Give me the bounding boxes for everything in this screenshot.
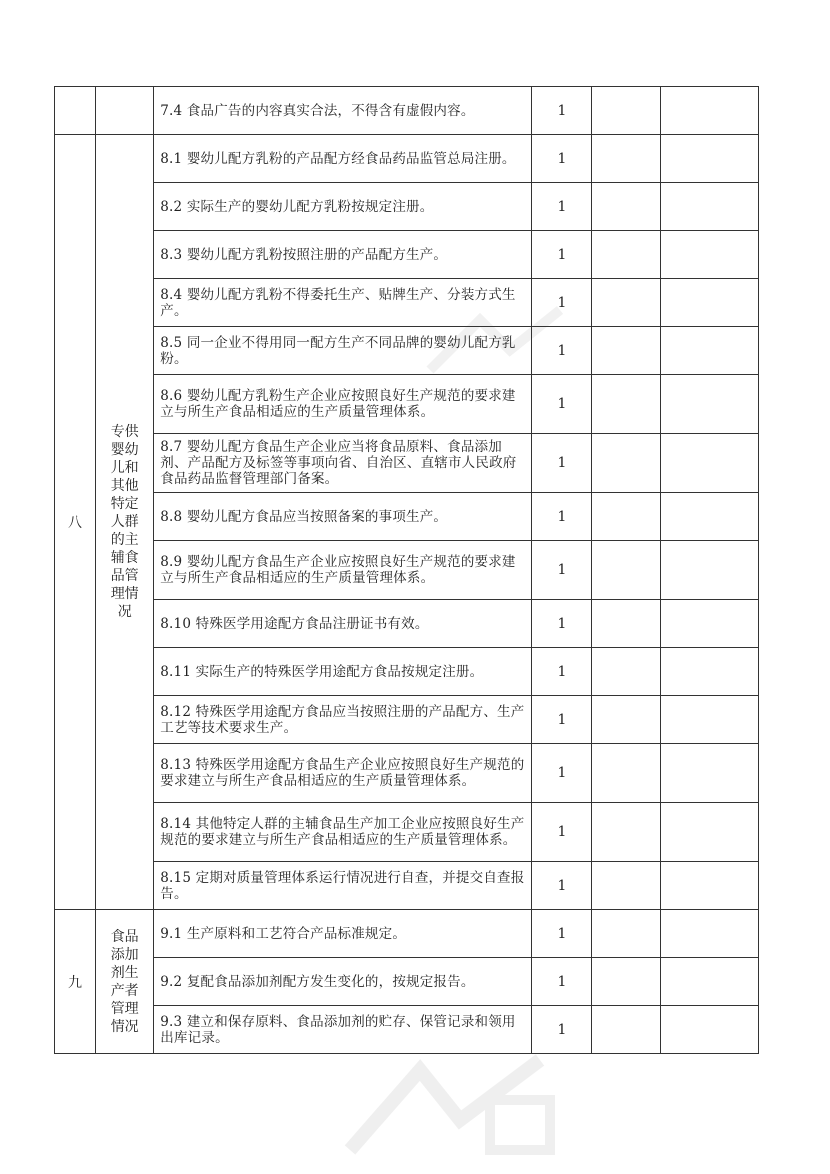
remark-cell[interactable] — [660, 541, 758, 600]
table-row — [55, 493, 759, 541]
result-cell[interactable] — [592, 231, 660, 279]
check-item-text: 8.12 特殊医学用途配方食品应当按照注册的产品配方、生产工艺等技术要求生产。 — [154, 696, 532, 744]
table-row — [55, 541, 759, 600]
check-item-text: 8.11 实际生产的特殊医学用途配方食品按规定注册。 — [154, 648, 532, 696]
result-cell[interactable] — [592, 434, 660, 493]
result-cell[interactable] — [592, 279, 660, 327]
section-category-label: 食品添加剂生产者管理情况 — [110, 928, 139, 1035]
result-cell[interactable] — [592, 493, 660, 541]
remark-cell[interactable] — [660, 862, 758, 910]
result-cell[interactable] — [592, 87, 660, 135]
check-item-score: 1 — [532, 862, 592, 910]
table-row — [55, 279, 759, 327]
check-item-score: 1 — [532, 648, 592, 696]
table-row — [55, 862, 759, 910]
check-item-score: 1 — [532, 600, 592, 648]
check-item-score: 1 — [532, 803, 592, 862]
check-item-score: 1 — [532, 135, 592, 183]
remark-cell[interactable] — [660, 434, 758, 493]
check-item-score: 1 — [532, 327, 592, 375]
check-item-text: 9.3 建立和保存原料、食品添加剂的贮存、保管记录和领用出库记录。 — [154, 1006, 532, 1054]
check-item-score: 1 — [532, 493, 592, 541]
remark-cell[interactable] — [660, 958, 758, 1006]
check-item-score: 1 — [532, 744, 592, 803]
table-row — [55, 434, 759, 493]
table-row — [55, 1006, 759, 1054]
result-cell[interactable] — [592, 135, 660, 183]
remark-cell[interactable] — [660, 648, 758, 696]
section-number-cell: 九 — [55, 910, 96, 1054]
section-category-label: 专供婴幼儿和其他特定人群的主辅食品管理情况 — [110, 424, 139, 620]
check-item-score: 1 — [532, 87, 592, 135]
remark-cell[interactable] — [660, 183, 758, 231]
remark-cell[interactable] — [660, 327, 758, 375]
section-category-cell — [96, 87, 154, 135]
inspection-table — [54, 86, 759, 1054]
table-row — [55, 910, 759, 958]
check-item-text: 9.1 生产原料和工艺符合产品标准规定。 — [154, 910, 532, 958]
result-cell[interactable] — [592, 862, 660, 910]
result-cell[interactable] — [592, 1006, 660, 1054]
remark-cell[interactable] — [660, 696, 758, 744]
table-row — [55, 87, 759, 135]
check-item-text: 8.13 特殊医学用途配方食品生产企业应按照良好生产规范的要求建立与所生产食品相适应的生产质量管理体系。 — [154, 744, 532, 803]
check-item-text: 8.10 特殊医学用途配方食品注册证书有效。 — [154, 600, 532, 648]
check-item-score: 1 — [532, 958, 592, 1006]
check-item-text: 8.5 同一企业不得用同一配方生产不同品牌的婴幼儿配方乳粉。 — [154, 327, 532, 375]
remark-cell[interactable] — [660, 600, 758, 648]
remark-cell[interactable] — [660, 279, 758, 327]
section-number-cell: 八 — [55, 135, 96, 910]
check-item-text: 8.7 婴幼儿配方食品生产企业应当将食品原料、食品添加剂、产品配方及标签等事项向省、自治区、直辖市人民政府食品药品监督管理部门备案。 — [154, 434, 532, 493]
remark-cell[interactable] — [660, 375, 758, 434]
remark-cell[interactable] — [660, 87, 758, 135]
table-row — [55, 183, 759, 231]
check-item-text: 8.2 实际生产的婴幼儿配方乳粉按规定注册。 — [154, 183, 532, 231]
check-item-score: 1 — [532, 231, 592, 279]
table-row — [55, 375, 759, 434]
section-category-cell — [96, 910, 154, 1054]
table-row — [55, 803, 759, 862]
section-number-cell — [55, 87, 96, 135]
result-cell[interactable] — [592, 696, 660, 744]
check-item-score: 1 — [532, 696, 592, 744]
check-item-text: 8.4 婴幼儿配方乳粉不得委托生产、贴牌生产、分装方式生产。 — [154, 279, 532, 327]
table-row — [55, 231, 759, 279]
section-category-cell — [96, 135, 154, 910]
check-item-text: 8.14 其他特定人群的主辅食品生产加工企业应按照良好生产规范的要求建立与所生产食品相适应的生产质量管理体系。 — [154, 803, 532, 862]
result-cell[interactable] — [592, 910, 660, 958]
check-item-score: 1 — [532, 375, 592, 434]
remark-cell[interactable] — [660, 231, 758, 279]
remark-cell[interactable] — [660, 803, 758, 862]
watermark-mark — [340, 1040, 570, 1170]
check-item-text: 7.4 食品广告的内容真实合法，不得含有虚假内容。 — [154, 87, 532, 135]
check-item-text: 9.2 复配食品添加剂配方发生变化的，按规定报告。 — [154, 958, 532, 1006]
remark-cell[interactable] — [660, 1006, 758, 1054]
check-item-text: 8.1 婴幼儿配方乳粉的产品配方经食品药品监管总局注册。 — [154, 135, 532, 183]
result-cell[interactable] — [592, 327, 660, 375]
table-row — [55, 744, 759, 803]
check-item-text: 8.9 婴幼儿配方食品生产企业应按照良好生产规范的要求建立与所生产食品相适应的生产质量管理体系。 — [154, 541, 532, 600]
remark-cell[interactable] — [660, 135, 758, 183]
table-row — [55, 958, 759, 1006]
result-cell[interactable] — [592, 541, 660, 600]
remark-cell[interactable] — [660, 493, 758, 541]
check-item-score: 1 — [532, 1006, 592, 1054]
remark-cell[interactable] — [660, 910, 758, 958]
result-cell[interactable] — [592, 744, 660, 803]
check-item-text: 8.3 婴幼儿配方乳粉按照注册的产品配方生产。 — [154, 231, 532, 279]
table-row — [55, 327, 759, 375]
table-row — [55, 135, 759, 183]
check-item-score: 1 — [532, 183, 592, 231]
result-cell[interactable] — [592, 648, 660, 696]
check-item-score: 1 — [532, 541, 592, 600]
check-item-score: 1 — [532, 910, 592, 958]
check-item-score: 1 — [532, 434, 592, 493]
check-item-score: 1 — [532, 279, 592, 327]
table-row — [55, 600, 759, 648]
check-item-text: 8.15 定期对质量管理体系运行情况进行自查，并提交自查报告。 — [154, 862, 532, 910]
result-cell[interactable] — [592, 958, 660, 1006]
result-cell[interactable] — [592, 375, 660, 434]
table-row — [55, 696, 759, 744]
check-item-text: 8.6 婴幼儿配方乳粉生产企业应按照良好生产规范的要求建立与所生产食品相适应的生产质量管理体系。 — [154, 375, 532, 434]
remark-cell[interactable] — [660, 744, 758, 803]
result-cell[interactable] — [592, 600, 660, 648]
check-item-text: 8.8 婴幼儿配方食品应当按照备案的事项生产。 — [154, 493, 532, 541]
table-row — [55, 648, 759, 696]
result-cell[interactable] — [592, 803, 660, 862]
result-cell[interactable] — [592, 183, 660, 231]
